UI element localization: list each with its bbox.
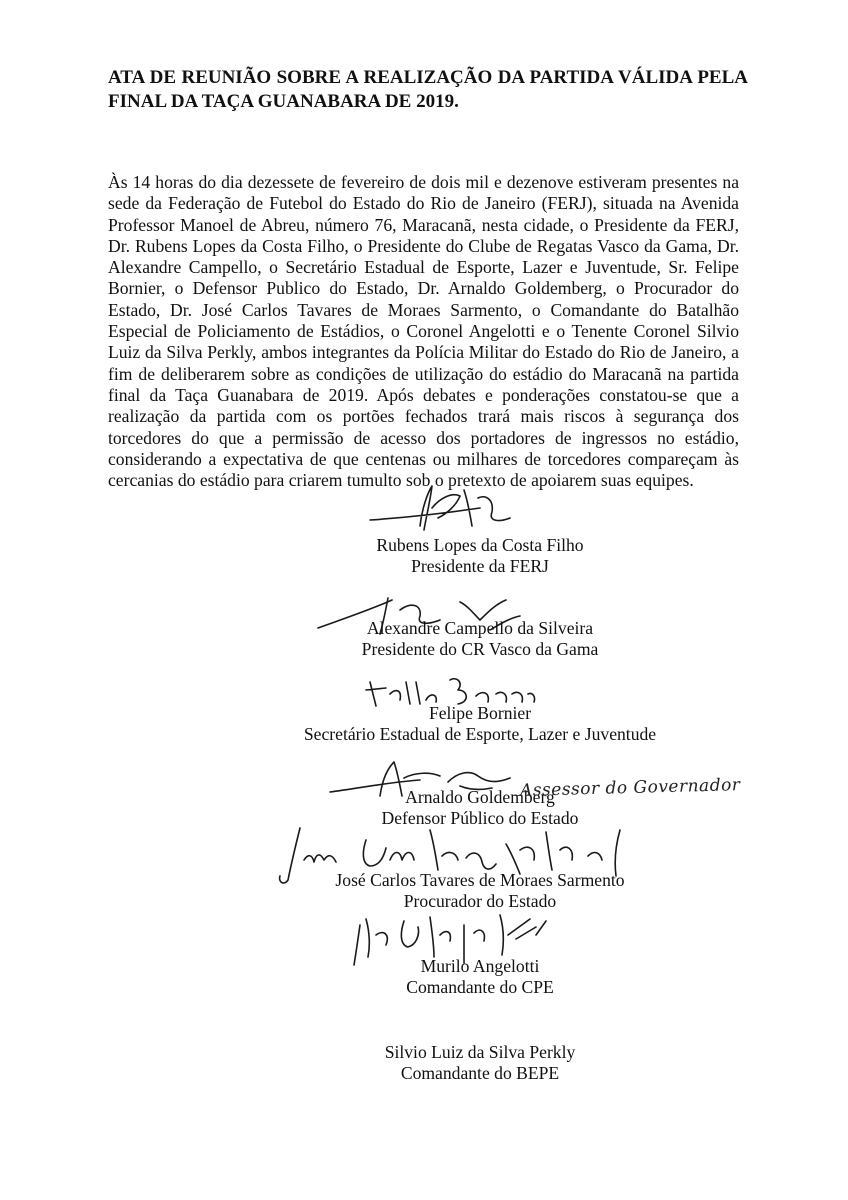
signatory-name: Rubens Lopes da Costa Filho [376,535,584,555]
handwritten-annotation: Assessor do Governador [519,775,741,801]
signatory-role: Procurador do Estado [403,891,557,912]
signatory-name: Alexandre Campello da Silveira [366,618,594,638]
signatory-name: Silvio Luiz da Silva Perkly [384,1042,576,1062]
signatory-5 [240,870,720,913]
signatory-name: Arnaldo Goldemberg [405,787,555,807]
signatory-role: Defensor Público do Estado [381,808,579,829]
signatory-6 [240,956,720,999]
title-line-1: ATA DE REUNIÃO SOBRE A REALIZAÇÃO DA PARTIDA VÁLIDA PELA [108,67,748,88]
signatory-2 [240,618,720,661]
document-title [108,66,748,114]
meeting-minutes-body: Às 14 horas do dia dezessete de fevereiro de dois mil e dezenove estiveram presentes na sede da Federação de Futebol do Estado do Rio de Janeiro (FERJ), situada na Avenida Professor Manoel de Abreu, número 76, Maracanã, nesta cidade, o Presidente da FERJ, Dr. Rubens Lopes da Costa Filho, o Presidente do Clube de Regatas Vasco da Gama, Dr. Alexandre Campello, o Secretário Estadual de Esporte, Lazer e Juventude, Sr. Felipe Bornier, o Defensor Publico do Estado, Dr. Arnaldo Goldemberg, o Procurador do Estado, Dr. José Carlos Tavares de Moraes Sarmento, o Comandante do Batalhão Especial de Policiamento de Estádios, o Coronel Angelotti e o Tenente Coronel Silvio Luiz da Silva Perkly, ambos integrantes da Polícia Militar do Estado do Rio de Janeiro, a fim de deliberarem sobre as condições de utilização do estádio do Maracanã na partida final da Taça Guanabara de 2019. Após debates e ponderações constatou-se que a realização da partida com os portões fechados trará mais riscos à segurança dos torcedores do que a permissão de acesso dos portadores de ingressos no estádio, considerando a expectativa de que centenas ou milhares de torcedores compareçam às cercanias do estádio para criarem tumulto sob o pretexto de apoiarem suas equipes. [108,172,739,491]
signatory-role: Presidente do CR Vasco da Gama [361,639,599,660]
signatory-role: Comandante do BEPE [400,1063,560,1084]
signatory-7 [240,1042,720,1085]
signatory-3 [240,703,720,746]
title-line-2: FINAL DA TAÇA GUANABARA DE 2019. [108,91,459,112]
signatory-role: Secretário Estadual de Esporte, Lazer e Juventude [303,724,657,745]
signatory-name: Murilo Angelotti [420,956,540,976]
signatory-role: Presidente da FERJ [411,556,549,577]
signatory-name: José Carlos Tavares de Moraes Sarmento [335,870,625,890]
signatory-1 [240,535,720,578]
signatory-role: Comandante do CPE [406,977,554,998]
signatory-name: Felipe Bornier [428,703,532,723]
